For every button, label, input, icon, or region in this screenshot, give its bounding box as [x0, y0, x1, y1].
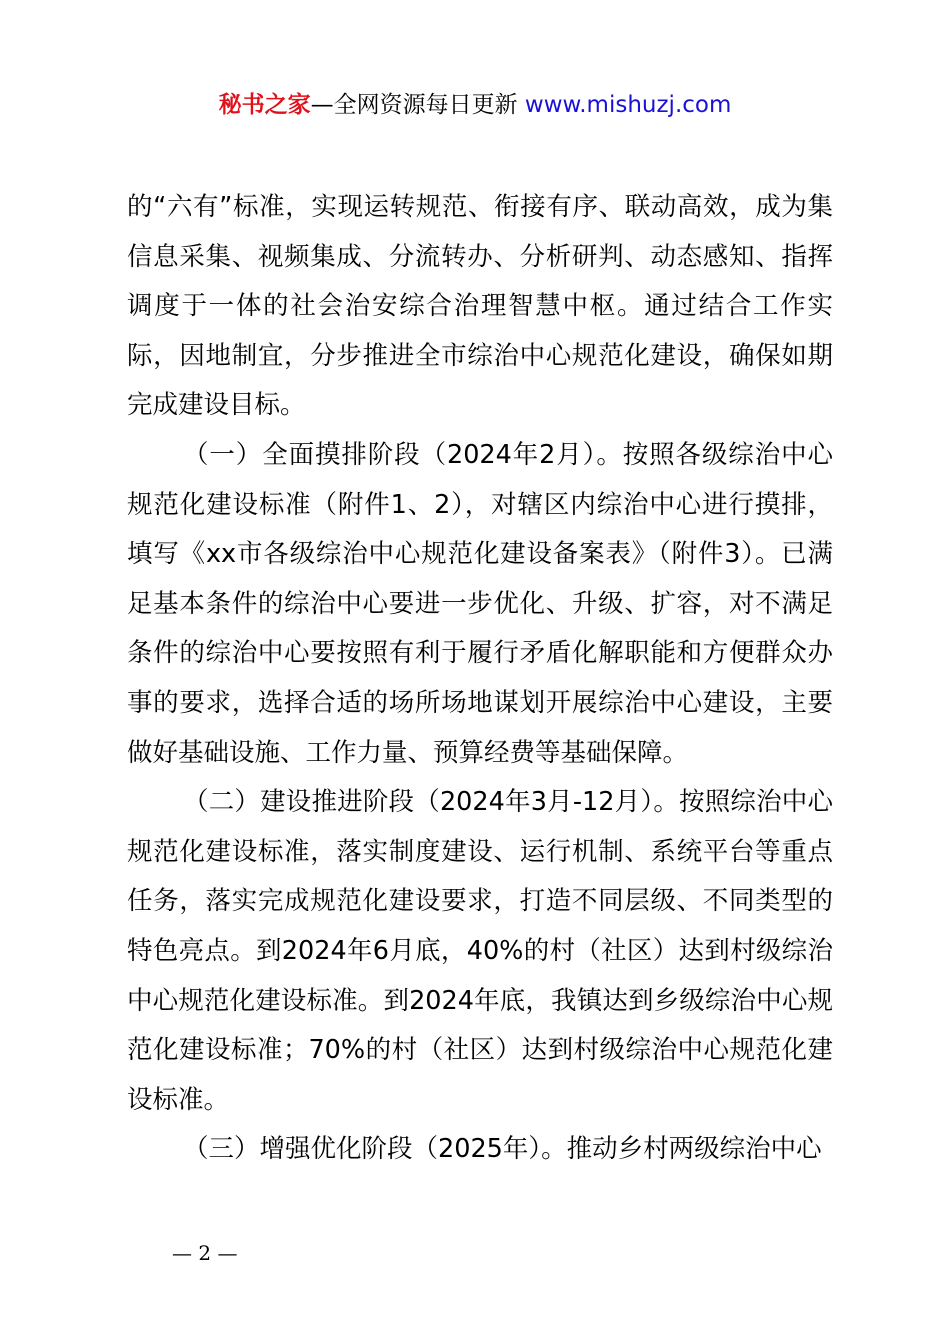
paragraph-stage-1: （一）全面摸排阶段（2024年2月）。按照各级综治中心规范化建设标准（附件1、2），对辖区内综治中心进行摸排，填写《xx市各级综治中心规范化建设备案表》（附件3）。已满足基本条件的综治中心要进一步优化、升级、扩容，对不满足条件的综治中心要按照有利于履行矛盾化解职能和方便群众办事的要求，选择合适的场所场地谋划开展综治中心建设，主要做好基础设施、工作力量、预算经费等基础保障。: [127, 439, 833, 768]
page-number: — 2 —: [172, 1241, 238, 1265]
paragraph-stage-3: （三）增强优化阶段（2025年）。推动乡村两级综治中心: [183, 1134, 822, 1165]
header-tagline: —全网资源每日更新: [310, 92, 518, 118]
paragraph-intro-continuation: 的“六有”标准，实现运转规范、衔接有序、联动高效，成为集信息采集、视频集成、分流转办、分析研判、动态感知、指挥调度于一体的社会治安综合治理智慧中枢。通过结合工作实际，因地制宜，分步推进全市综治中心规范化建设，确保如期完成建设目标。: [127, 192, 833, 421]
brand-name: 秘书之家: [218, 92, 311, 118]
document-body: [127, 183, 833, 1175]
site-url-link[interactable]: www.mishuzj.com: [524, 92, 732, 118]
site-header: [0, 88, 950, 122]
paragraph-stage-2: （二）建设推进阶段（2024年3月-12月）。按照综治中心规范化建设标准，落实制度建设、运行机制、系统平台等重点任务，落实完成规范化建设要求，打造不同层级、不同类型的特色亮点。到2024年6月底，40%的村（社区）达到村级综治中心规范化建设标准。到2024年底，我镇达到乡级综治中心规范化建设标准；70%的村（社区）达到村级综治中心规范化建设标准。: [127, 787, 833, 1115]
